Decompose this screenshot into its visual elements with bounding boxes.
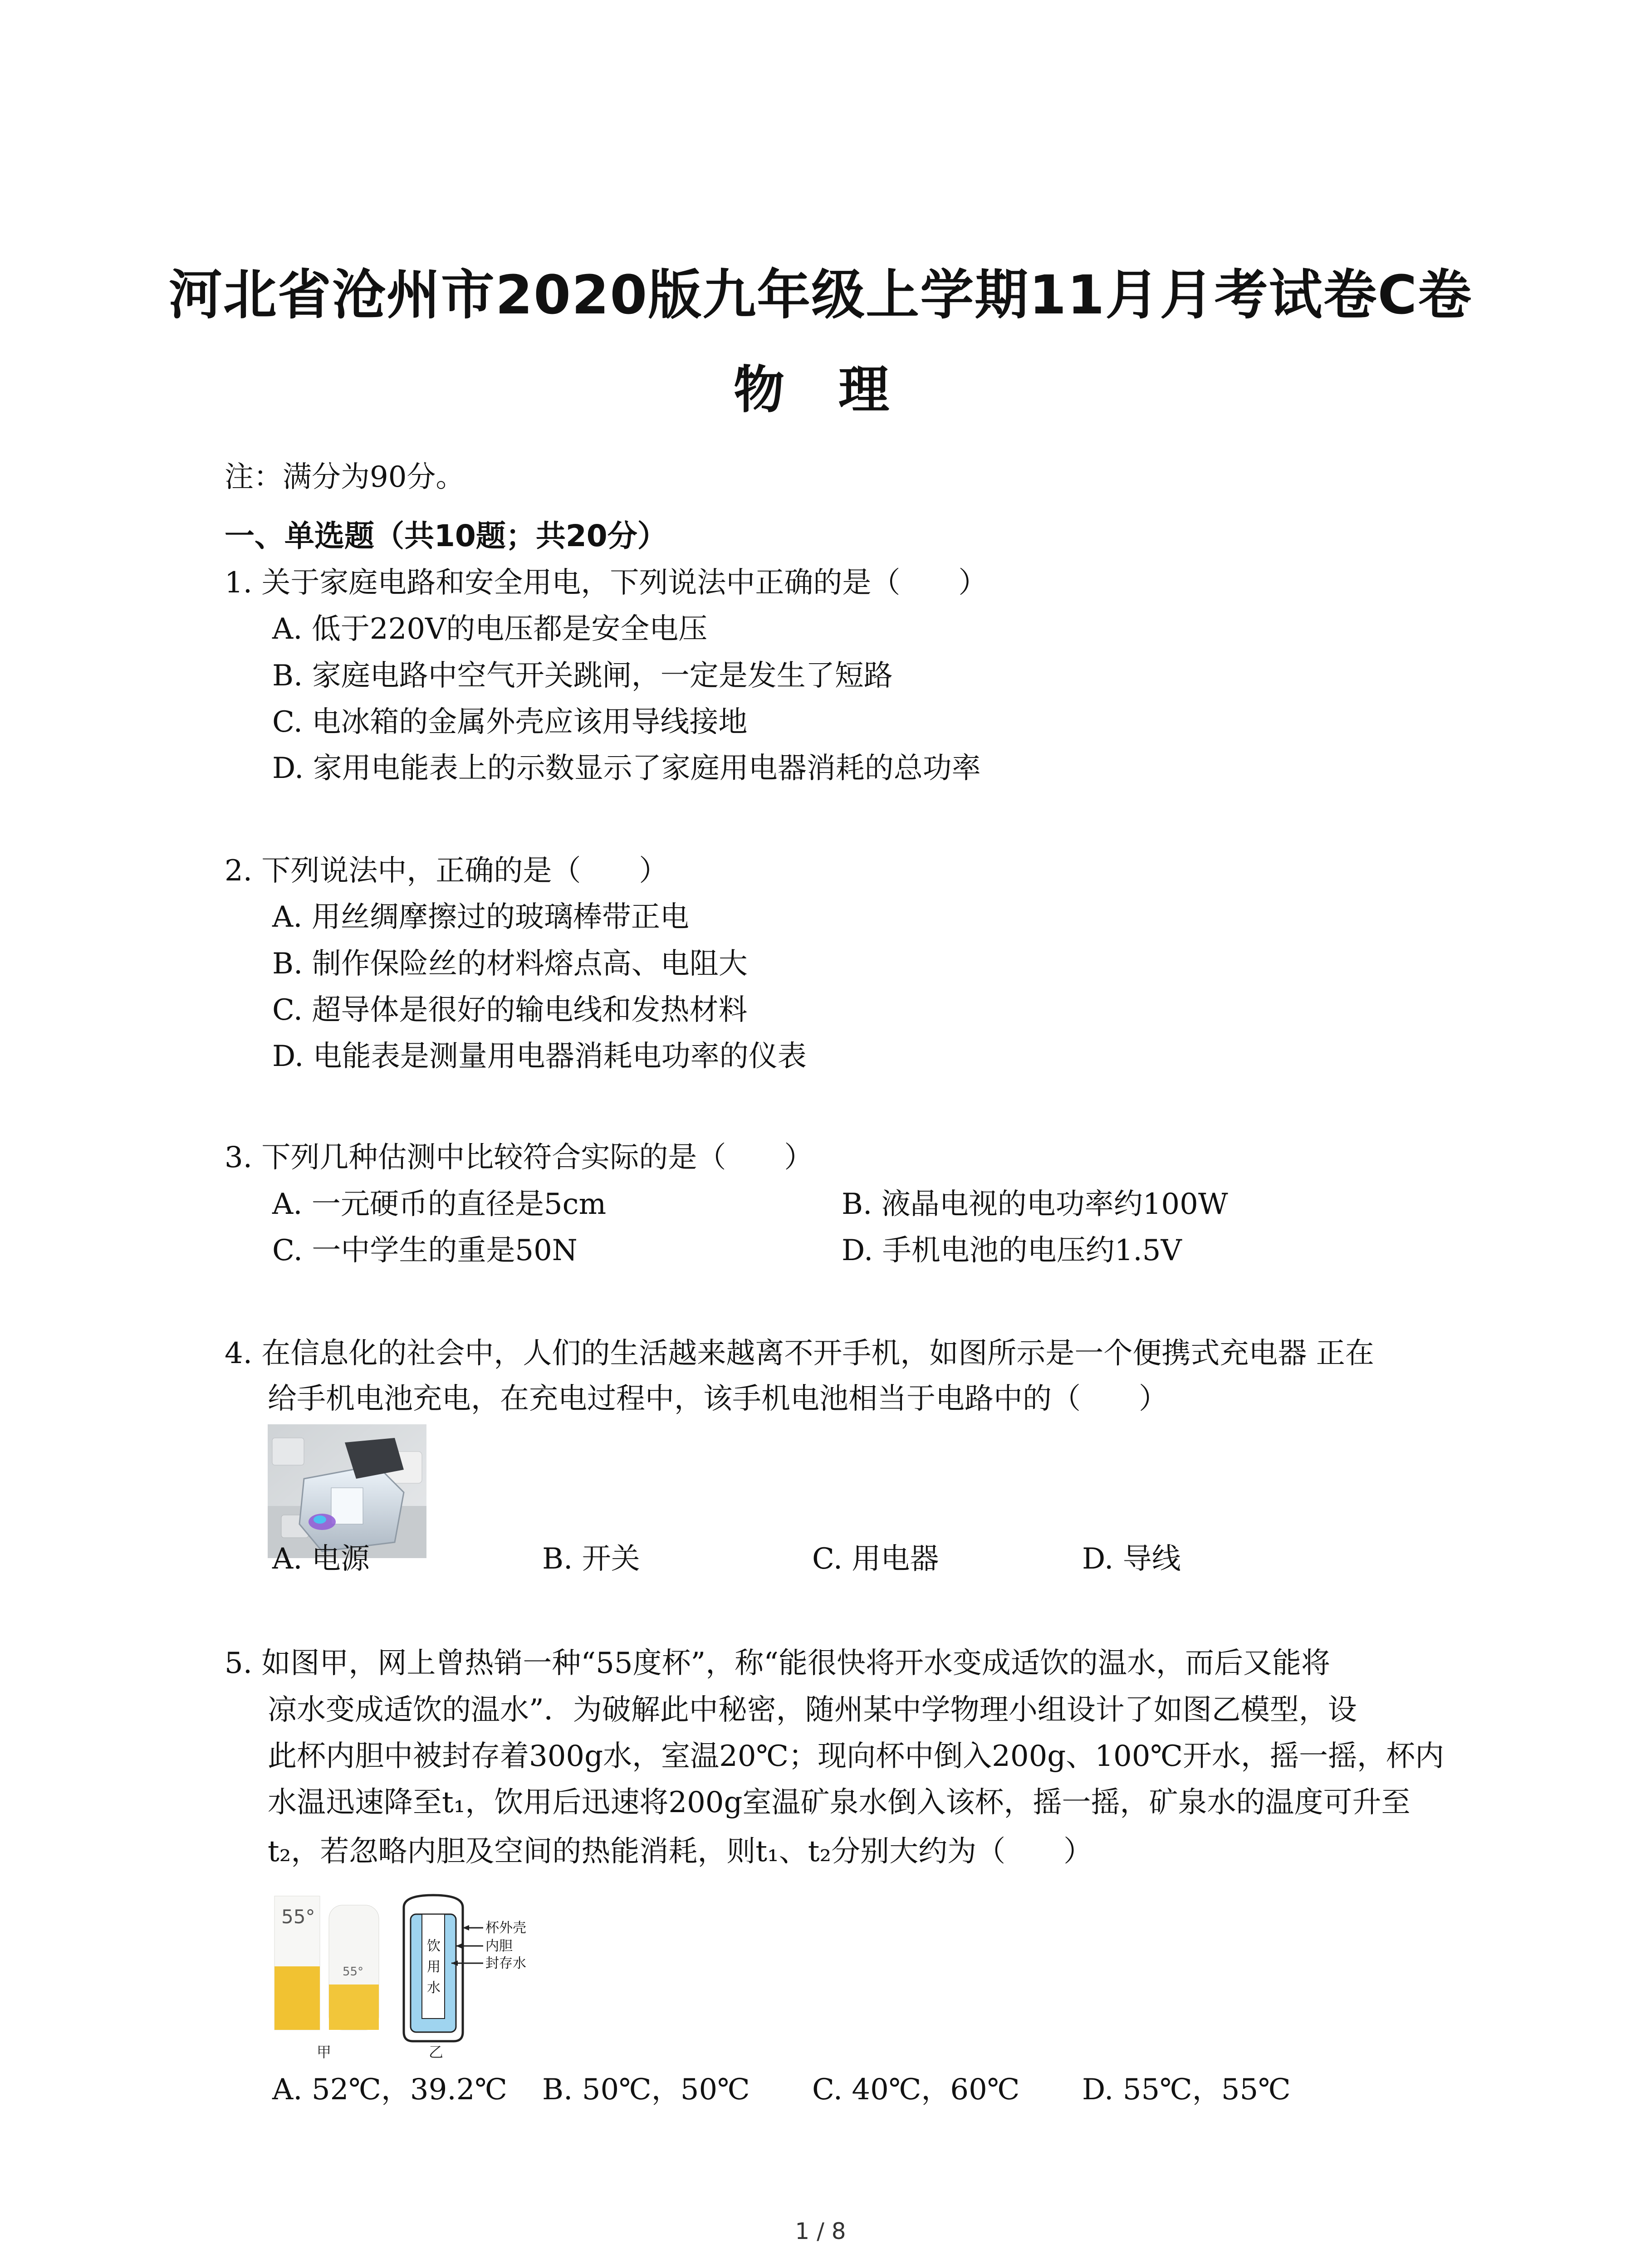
question-stem-line: 给手机电池充电，在充电过程中，该手机电池相当于电路中的（ ） [268,1382,1168,1416]
question-4 [225,1330,1374,1372]
option-b: B. 液晶电视的电功率约100W [842,1188,1228,1221]
option-c: C. 电冰箱的金属外壳应该用导线接地 [272,705,748,739]
option-d: D. 手机电池的电压约1.5V [842,1234,1182,1267]
label-yi: 乙 [429,2043,444,2061]
question-stem: 下列说法中，正确的是（ ） [261,854,668,888]
question-number: 4. [225,1337,253,1370]
question-stem-line: t₂，若忽略内胆及空间的热能消耗，则t₁、t₂分别大约为（ ） [268,1835,1093,1868]
question-2 [225,847,668,889]
option-d: D. 家用电能表上的示数显示了家庭用电器消耗的总功率 [272,752,981,785]
subject-title: 物 理 [734,361,907,420]
page-number: 1 / 8 [795,2218,846,2244]
question-number: 3. [225,1141,253,1174]
cup-figure [268,1887,576,2064]
question-stem: 在信息化的社会中，人们的生活越来越离不开手机，如图所示是一个便携式充电器 正在 [261,1337,1374,1370]
question-5 [225,1640,1330,1681]
question-stem-line: 此杯内胆中被封存着300g水，室温20℃；现向杯中倒入200g、100℃开水，摇一摇，杯内 [268,1740,1445,1773]
option-a: A. 一元硬币的直径是5cm [272,1188,607,1221]
option-c: C. 40℃，60℃ [812,2073,1020,2107]
question-stem-line: 水温迅速降至t₁，饮用后迅速将200g室温矿泉水倒入该杯，摇一摇，矿泉水的温度可升至 [268,1786,1411,1819]
option-b: B. 50℃，50℃ [542,2073,750,2107]
question-stem-line: 凉水变成适饮的温水”．为破解此中秘密，随州某中学物理小组设计了如图乙模型，设 [268,1693,1357,1727]
question-number: 2. [225,854,253,888]
question-stem: 如图甲，网上曾热销一种“55度杯”，称“能很快将开水变成适饮的温水，而后又能将 [261,1647,1330,1680]
callout-outer-shell: 杯外壳 [485,1920,526,1936]
cup-small-label: 55° [343,1965,364,1979]
label-jia: 甲 [317,2043,332,2061]
question-stem: 下列几种估测中比较符合实际的是（ ） [261,1141,813,1174]
option-c: C. 一中学生的重是50N [272,1234,578,1267]
option-d: D. 电能表是测量用电器消耗电功率的仪表 [272,1040,807,1073]
question-number: 1. [225,566,253,600]
inner-label: 饮用水 [427,1938,441,1996]
cup-box-label: 55° [281,1906,315,1928]
option-b: B. 开关 [542,1542,640,1576]
question-3 [225,1134,813,1176]
callout-sealed-water: 封存水 [485,1955,526,1971]
page-title: 河北省沧州市2020版九年级上学期11月月考试卷C卷 [168,264,1473,326]
option-a: A. 用丝绸摩擦过的玻璃棒带正电 [272,900,689,934]
question-stem: 关于家庭电路和安全用电，下列说法中正确的是（ ） [261,566,988,600]
score-note: 注：满分为90分。 [225,460,465,494]
question-1 [225,559,987,601]
question-number: 5. [225,1647,253,1680]
option-b: B. 制作保险丝的材料熔点高、电阻大 [272,947,748,981]
cup-illustration [268,1887,576,2064]
option-d: D. 导线 [1082,1542,1181,1576]
section-heading: 一、单选题（共10题；共20分） [225,518,667,553]
callout-inner-liner: 内胆 [485,1938,513,1954]
option-a: A. 电源 [272,1542,370,1576]
option-a: A. 低于220V的电压都是安全电压 [272,612,708,646]
option-c: C. 超导体是很好的输电线和发热材料 [272,993,748,1027]
option-c: C. 用电器 [812,1542,939,1576]
option-d: D. 55℃，55℃ [1082,2073,1291,2107]
option-b: B. 家庭电路中空气开关跳闸，一定是发生了短路 [272,659,893,693]
option-a: A. 52℃，39.2℃ [272,2073,508,2107]
